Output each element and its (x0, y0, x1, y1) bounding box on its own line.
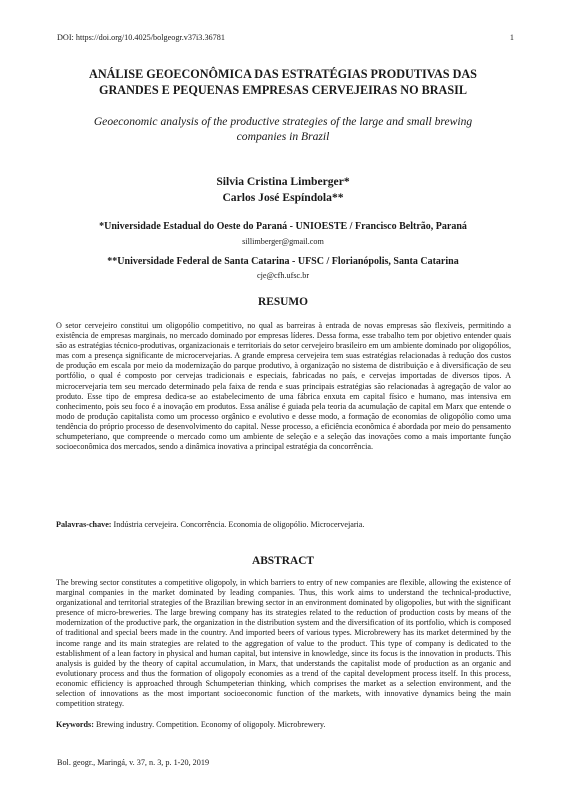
palavras-chave (56, 520, 511, 530)
keywords (56, 720, 511, 730)
doi-link[interactable]: DOI: https://doi.org/10.4025/bolgeogr.v37i3.36781 (57, 33, 225, 42)
abstract-heading: ABSTRACT (251, 555, 315, 567)
article-title (40, 66, 526, 98)
subtitle-line-2: companies in Brazil (236, 130, 330, 143)
article-subtitle (60, 114, 506, 144)
abstract-text: The brewing sector constitutes a competitive oligopoly, in which barriers to entry of new companies are flexible, allowing the existence of marginal companies in the market dominated by leading companies. Thus, this work aims to understand the technical-productive, organizational and territorial strategies of the Brazilian brewing sector in an environment dominated by oligopolies, but with the significant presence of micro-breweries. The large brewing company has its strategies related to the reduction of production costs by means of the modernization of the productive park, the organization in the distribution system and the diversification of its portfolio, which is composed of traditional and special beers made in the country. And imported beers of various types. Microbrewery has its market determined by the income range and its main strategies are related to the aggregation of value to the product. This type of company is dedicated to the establishment of a lean factory in physical and human capital, but intensive in knowledge, since its focus is the innovation in products. This analysis is guided by the theory of capital accumulation, in Marx, that understands the capitalist mode of production as an organic and evolutionary process and thus the formation of oligopoly economies as a trend of the capital development process itself. In this process, economic efficiency is approached through Schumpeterian thinking, which comprises the market as a selection environment, and the selection of innovations as the most important socioeconomic function of the markets, with innovative dynamics being the main competition strategy. (56, 578, 511, 709)
author-2: Carlos José Espíndola** (222, 191, 344, 204)
keywords-list: Brewing industry. Competition. Economy of oligopoly. Microbrewery. (93, 720, 326, 729)
keywords-label: Keywords: (56, 720, 94, 729)
affiliation-1: *Universidade Estadual do Oeste do Paraná - UNIOESTE / Francisco Beltrão, Paraná (99, 221, 467, 232)
resumo-text: O setor cervejeiro constitui um oligopólio competitivo, no qual as barreiras à entrada de novas empresas são flexíveis, permitindo a existência de empresas marginais, no mercado dominado por empresas líderes. Dessa forma, esse trabalho tem por objetivo entender quais são as estratégias técnico-produtivas, organizacionais e territoriais do setor cervejeiro brasileiro em um ambiente dominado por oligopólios, mas com a presença significante de microcervejarias. A grande empresa cervejeira tem suas estratégias relacionadas à redução dos custos de produção em escala por meio da modernização do parque produtivo, à organização no sistema de distribuição e à diversificação de seu portfólio, o qual é composto por cervejas tradicionais e especiais, fabricadas no país, e cervejas importadas de diversos tipos. A microcervejaria tem seu mercado determinado pela faixa de renda e suas principais estratégias são relacionadas à agregação de valor ao produto. Esse tipo de empresa dedica-se ao estabelecimento de uma fábrica enxuta em capital físico e humano, mas intensiva em conhecimento, pois seu foco é a inovação em produtos. Essa análise é guiada pela teoria da acumulação de capital em Marx que entende o modo de produção capitalista como um processo orgânico e evolutivo e desse modo, a formação de economias de oligopólio como uma tendência do próprio processo de desenvolvimento do capital. Nesse processo, a eficiência econômica é abordada por meio do pensamento schumpeteriano, que compreende o mercado como um ambiente de seleção e a seleção das inovações como a mais importante função socioeconômica dos mercados, sendo a dinâmica inovativa a principal estratégia da concorrência. (56, 321, 511, 452)
email-2[interactable]: cje@cfh.ufsc.br (256, 271, 310, 280)
subtitle-line-1: Geoeconomic analysis of the productive strategies of the large and small brewing (93, 115, 473, 128)
author-1: Silvia Cristina Limberger* (216, 175, 350, 188)
title-line-1: ANÁLISE GEOECONÔMICA DAS ESTRATÉGIAS PRODUTIVAS DAS (89, 67, 477, 81)
email-1[interactable]: sillimberger@gmail.com (242, 237, 324, 246)
resumo-heading: RESUMO (258, 296, 308, 308)
title-line-2: GRANDES E PEQUENAS EMPRESAS CERVEJEIRAS NO BRASIL (99, 83, 467, 97)
page-number: 1 (509, 33, 514, 42)
affiliation-2: **Universidade Federal de Santa Catarina - UFSC / Florianópolis, Santa Catarina (107, 256, 459, 267)
journal-citation: Bol. geogr., Maringá, v. 37, n. 3, p. 1-20, 2019 (57, 758, 210, 767)
palavras-chave-list: Indústria cervejeira. Concorrência. Economia de oligopólio. Microcervejaria. (111, 520, 365, 529)
palavras-chave-label: Palavras-chave: (56, 520, 112, 529)
